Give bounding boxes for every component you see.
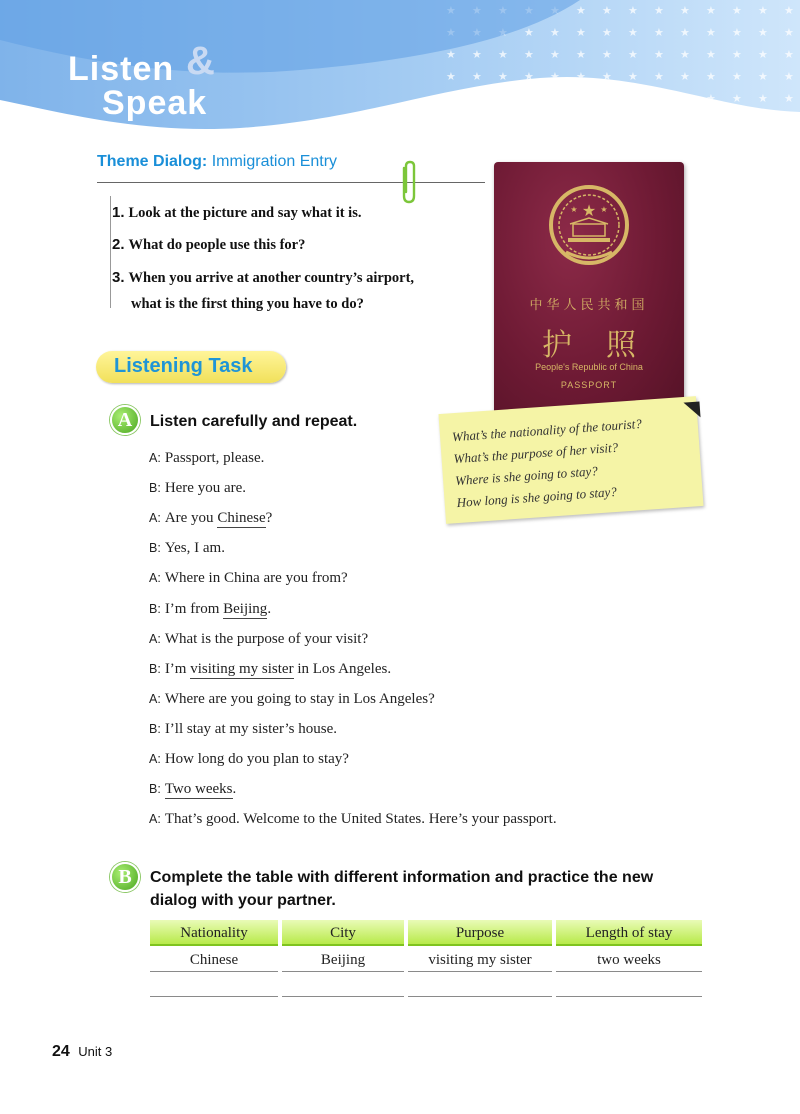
speaker-label: A: xyxy=(149,451,161,465)
banner-ampersand: & xyxy=(186,39,215,83)
theme-value: Immigration Entry xyxy=(211,153,338,170)
speaker-label: A: xyxy=(149,631,161,646)
speaker-label: B: xyxy=(149,541,161,556)
dialog-text: Passport, please. xyxy=(164,450,265,466)
speaker-label: B: xyxy=(149,721,161,736)
dialog-text: ? xyxy=(265,510,273,527)
dialog-line xyxy=(149,480,246,497)
dialog-text: . xyxy=(232,781,237,798)
dialog-line xyxy=(149,781,236,798)
note-line: Where is she going to stay? xyxy=(454,463,599,489)
dialog-line xyxy=(149,570,348,587)
speaker-label: B: xyxy=(149,601,161,616)
table-header: City xyxy=(282,920,404,946)
dialog-text: in Los Angeles. xyxy=(293,660,392,677)
passport-chinese-title: 中华人民共和国 xyxy=(529,298,649,313)
dialog-line xyxy=(149,510,272,527)
table-header: Length of stay xyxy=(556,920,702,946)
dialog-text: I’ll stay at my sister’s house. xyxy=(164,720,338,737)
dialog-line xyxy=(149,661,391,678)
sticky-note xyxy=(438,396,703,524)
theme-label: Theme Dialog: xyxy=(97,153,208,170)
dialog-text: Where are you going to stay in Los Angeles? xyxy=(164,690,435,707)
note-line: What’s the purpose of her visit? xyxy=(453,439,619,467)
section-b-title: Complete the table with different information and practice the new dialog with your partner. xyxy=(150,869,654,909)
question-3: 3. When you arrive at another country’s airport, xyxy=(112,269,415,286)
theme-dialog-heading xyxy=(97,153,337,171)
page-footer xyxy=(52,1043,112,1061)
divider xyxy=(110,196,111,308)
dialog-text: I’m from xyxy=(164,600,224,617)
speaker-label: B: xyxy=(149,481,161,496)
question-1: 1. Look at the picture and say what it is. xyxy=(112,204,362,221)
paperclip-icon xyxy=(398,160,420,206)
table-cell-blank[interactable] xyxy=(150,973,278,997)
table-cell: two weeks xyxy=(556,948,702,972)
national-emblem-icon xyxy=(546,182,632,268)
dialog-line xyxy=(149,811,557,828)
dialog-line xyxy=(149,540,225,557)
speaker-label: A: xyxy=(149,812,161,827)
dialog-text: . xyxy=(267,600,272,617)
question-3-continued: what is the first thing you have to do? xyxy=(131,296,364,312)
dialog-text: Are you xyxy=(164,510,218,527)
dialog-line xyxy=(149,450,264,467)
table-header: Nationality xyxy=(150,920,278,946)
table-cell: visiting my sister xyxy=(408,948,552,972)
dialog-line xyxy=(149,751,349,768)
table-cell-blank[interactable] xyxy=(408,973,552,997)
dialog-text: I’m xyxy=(164,660,191,677)
underlined-answer: Beijing xyxy=(223,600,268,617)
underlined-answer: Chinese xyxy=(217,510,266,527)
dialog-line xyxy=(149,691,435,708)
dialog-text: Yes, I am. xyxy=(164,540,225,557)
question-2: 2. What do people use this for? xyxy=(112,236,306,253)
passport-chinese-word: 护照 xyxy=(542,328,670,363)
svg-text:★: ★ xyxy=(570,205,578,214)
note-line: What’s the nationality of the tourist? xyxy=(451,415,643,445)
dialog-text: How long do you plan to stay? xyxy=(164,751,349,767)
table-header: Purpose xyxy=(408,920,552,946)
dialog-line xyxy=(149,631,368,648)
section-a-title: Listen carefully and repeat. xyxy=(150,413,358,430)
banner-line-listen: Listen xyxy=(68,50,175,88)
table-cell-blank[interactable] xyxy=(282,973,404,997)
dialog-text: That’s good. Welcome to the United States. Here’s your passport. xyxy=(164,811,557,828)
note-corner-fold xyxy=(683,401,700,418)
speaker-label: A: xyxy=(149,752,161,766)
unit-label: Unit 3 xyxy=(78,1044,113,1059)
section-a-badge: A xyxy=(110,405,140,435)
passport-image xyxy=(494,162,684,420)
speaker-label: B: xyxy=(149,782,161,797)
dialog-line xyxy=(149,601,271,618)
passport-english-line: People's Republic of China xyxy=(535,362,643,372)
svg-text:★: ★ xyxy=(600,205,608,214)
divider xyxy=(97,182,485,183)
section-b-badge: B xyxy=(110,862,140,892)
table-cell-blank[interactable] xyxy=(556,973,702,997)
underlined-answer: visiting my sister xyxy=(190,660,294,677)
dialog-text: What is the purpose of your visit? xyxy=(164,630,369,647)
speaker-label: A: xyxy=(149,511,161,526)
svg-text:★: ★ xyxy=(581,201,597,220)
banner-line-speak: Speak xyxy=(102,84,208,122)
dialog-text: Where in China are you from? xyxy=(164,570,348,587)
note-line: How long is she going to stay? xyxy=(456,483,618,511)
passport-english-word: PASSPORT xyxy=(560,380,618,390)
page-number: 24 xyxy=(52,1043,70,1060)
table-cell: Beijing xyxy=(282,948,404,972)
dialog-line xyxy=(149,721,337,738)
speaker-label: A: xyxy=(149,571,161,586)
speaker-label: B: xyxy=(149,661,161,676)
dialog-text: Here you are. xyxy=(164,480,247,497)
speaker-label: A: xyxy=(149,691,161,706)
listening-task-label: Listening Task xyxy=(114,355,253,377)
underlined-answer: Two weeks xyxy=(164,781,233,798)
section-heading xyxy=(68,39,215,122)
table-cell: Chinese xyxy=(150,948,278,972)
